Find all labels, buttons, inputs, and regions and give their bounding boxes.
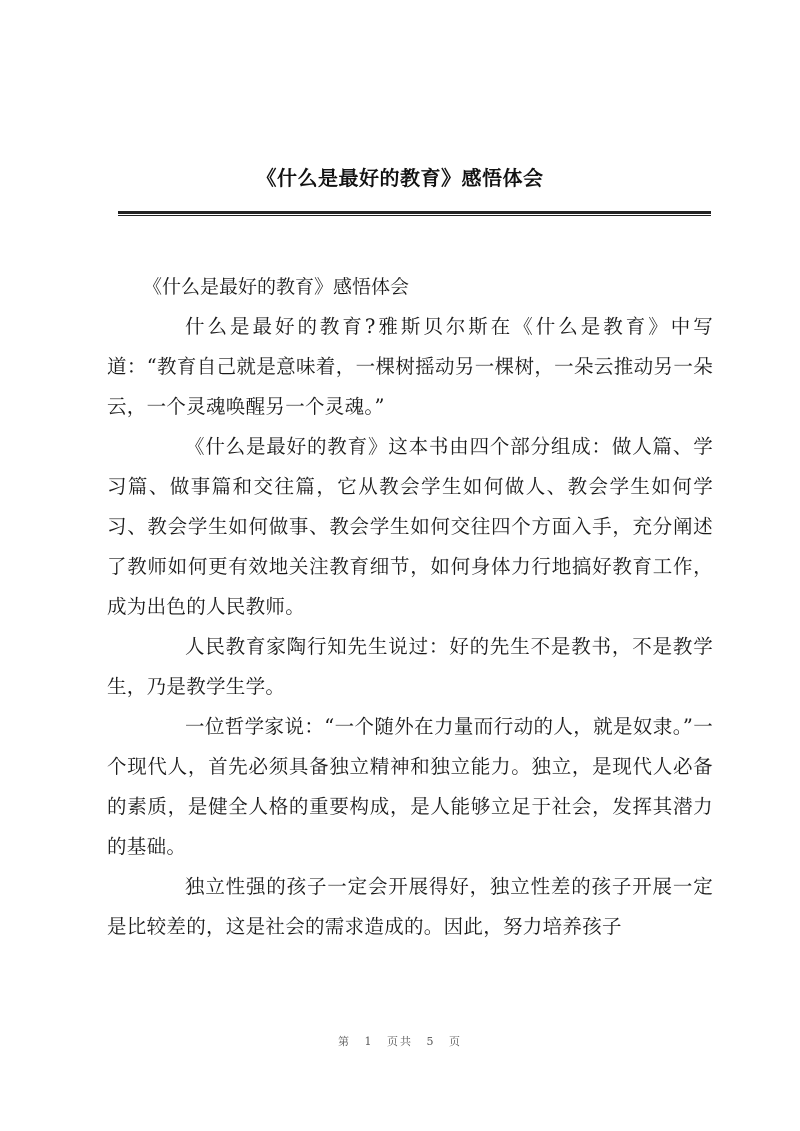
document-heading: 《什么是最好的教育》感悟体会 bbox=[143, 276, 410, 298]
header-rule bbox=[118, 211, 711, 214]
document-body bbox=[107, 267, 713, 947]
page-title: 《什么是最好的教育》感悟体会 bbox=[256, 166, 544, 190]
paragraph: 什么是最好的教育?雅斯贝尔斯在《什么是教育》中写道：“教育自己就是意味着，一棵树摇动另一棵树，一朵云推动另一朵云，一个灵魂唤醒另一个灵魂。” bbox=[107, 315, 713, 418]
page-number: 第 1 页共 5 页 bbox=[338, 1035, 462, 1048]
paragraph: 一位哲学家说：“一个随外在力量而行动的人，就是奴隶。”一个现代人，首先必须具备独立精神和独立能力。独立，是现代人必备的素质，是健全人格的重要构成，是人能够立足于社会，发挥其潜力的基础。 bbox=[107, 715, 713, 858]
paragraph: 《什么是最好的教育》这本书由四个部分组成：做人篇、学习篇、做事篇和交往篇，它从教会学生如何做人、教会学生如何学习、教会学生如何做事、教会学生如何交往四个方面入手，充分阐述了教师如何更有效地关注教育细节，如何身体力行地搞好教育工作，成为出色的人民教师。 bbox=[107, 435, 713, 618]
paragraph: 人民教育家陶行知先生说过：好的先生不是教书，不是教学生，乃是教学生学。 bbox=[107, 635, 713, 698]
paragraph: 独立性强的孩子一定会开展得好，独立性差的孩子开展一定是比较差的，这是社会的需求造成的。因此，努力培养孩子 bbox=[107, 875, 713, 938]
page-header bbox=[0, 160, 800, 196]
